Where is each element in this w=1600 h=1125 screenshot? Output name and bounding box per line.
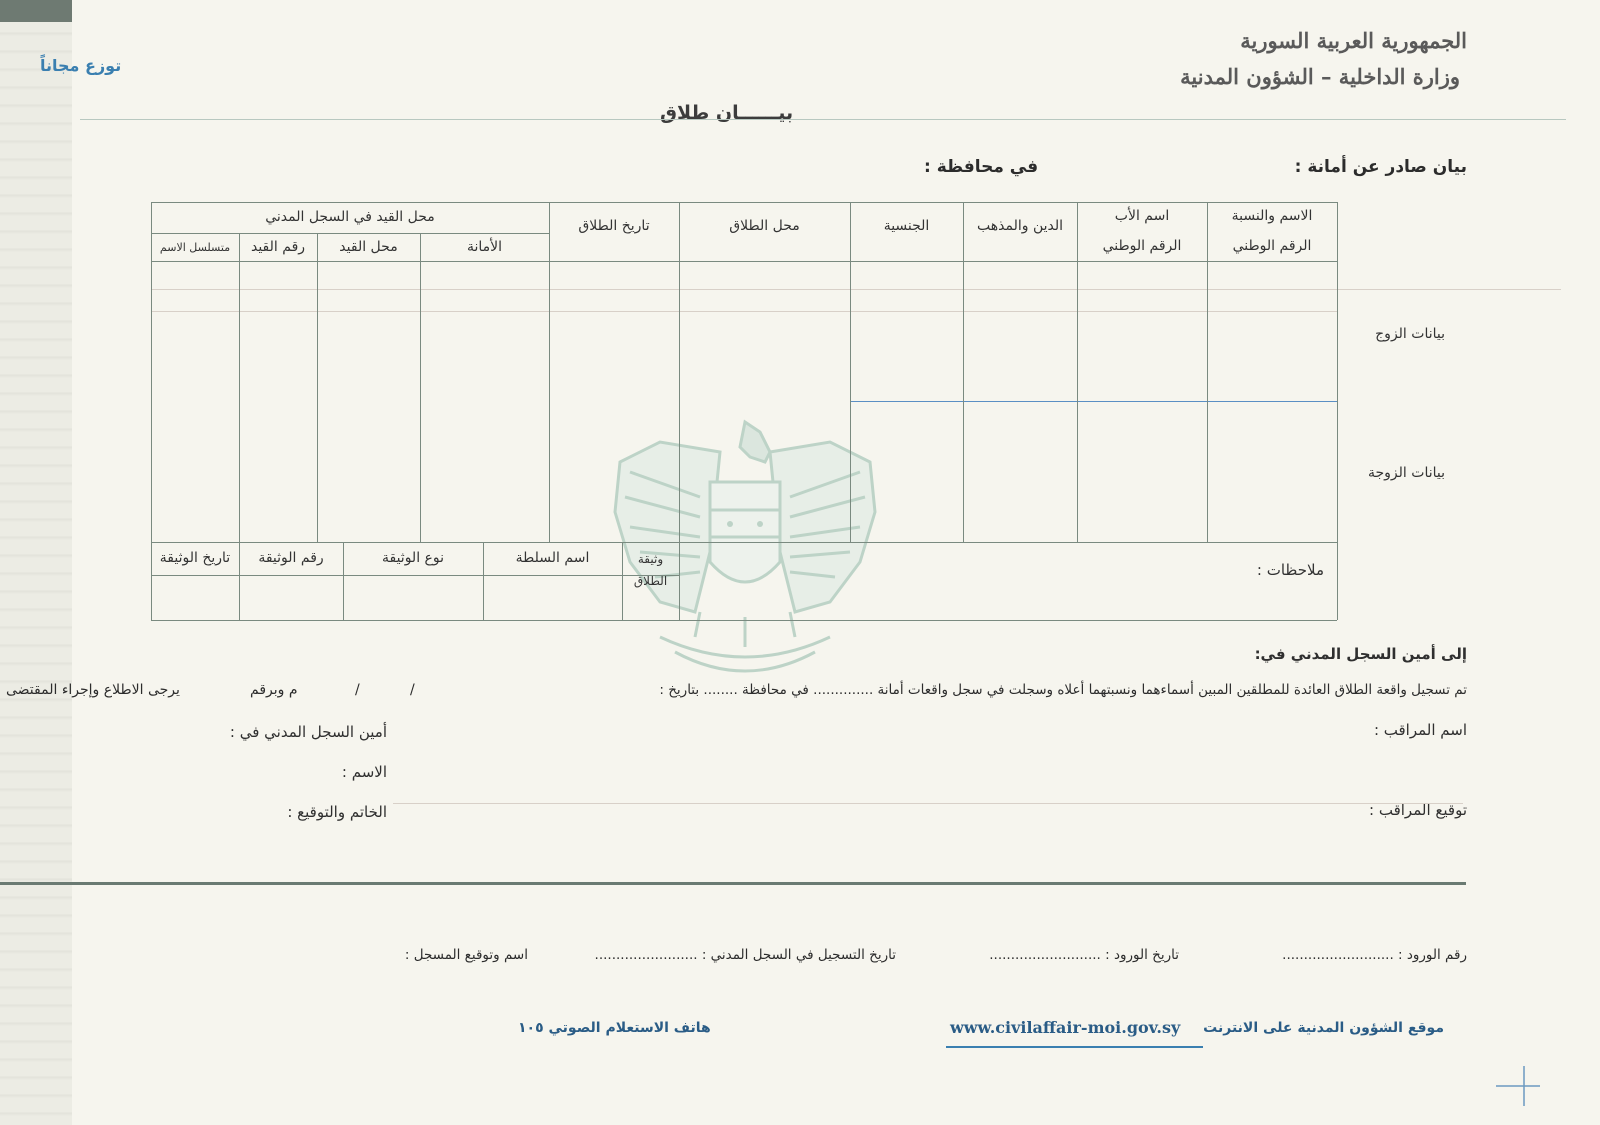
- faint-rule: [393, 803, 1463, 804]
- col-father-national-id: الرقم الوطني: [1102, 238, 1182, 254]
- col-name: الاسم والنسبة: [1231, 208, 1313, 224]
- to-registrar: إلى أمين السجل المدني في:: [1254, 645, 1467, 663]
- col-name-national-id: الرقم الوطني: [1232, 238, 1312, 254]
- registration-text: تم تسجيل واقعة الطلاق العائدة للمطلقين المبين أسماءهما ونسبتهما أعلاه وسجلت في سجل واقعات أمانة .............. في محافظة ........ بتاريخ :: [659, 682, 1467, 698]
- free-distribution-note: توزع مجاناً: [40, 56, 122, 75]
- section-divider: [0, 882, 1466, 885]
- seal-signature-label: الخاتم والتوقيع :: [287, 803, 387, 821]
- supervisor-name-label: اسم المراقب :: [1373, 721, 1467, 739]
- col-divorce-place: محل الطلاق: [729, 218, 800, 234]
- husband-row-label: بيانات الزوج: [1375, 326, 1445, 342]
- ministry-title: وزارة الداخلية – الشؤون المدنية: [1180, 64, 1460, 89]
- doc-col-type: نوع الوثيقة: [381, 550, 445, 566]
- date-slash-1: /: [410, 682, 415, 698]
- col-nationality: الجنسية: [883, 218, 930, 234]
- doc-col-number: رقم الوثيقة: [258, 550, 324, 566]
- col-civil-registry: محل القيد في السجل المدني: [265, 209, 435, 225]
- website-underline: [946, 1046, 1203, 1048]
- watermark-strip: [0, 0, 72, 1125]
- registrar-in-label: أمين السجل المدني في :: [229, 723, 387, 741]
- phone-inquiry: هاتف الاستعلام الصوتي ١٠٥: [518, 1020, 711, 1036]
- number-text: م وبرقم: [250, 682, 298, 698]
- title-rule: [80, 119, 1566, 120]
- notes-label: ملاحظات :: [1256, 561, 1324, 579]
- col-name-serial: متسلسل الاسم: [159, 240, 231, 254]
- wife-row-label: بيانات الزوجة: [1368, 465, 1445, 481]
- website-url[interactable]: www.civilaffair-moi.gov.sy: [950, 1018, 1181, 1037]
- corner-tab: [0, 0, 72, 22]
- date-slash-2: /: [355, 682, 360, 698]
- website-label: موقع الشؤون المدنية على الانترنت: [1203, 1020, 1444, 1036]
- registration-date: تاريخ التسجيل في السجل المدني : ........................: [594, 947, 896, 963]
- name-label: الاسم :: [341, 763, 387, 781]
- divorce-document-label: وثيقة الطلاق: [633, 552, 668, 588]
- issued-from-label: بيان صادر عن أمانة :: [1294, 157, 1467, 177]
- governorate-label: في محافظة :: [924, 157, 1039, 177]
- form-title: بيــــــان طلاق: [660, 102, 794, 124]
- supervisor-signature-label: توقيع المراقب :: [1369, 801, 1467, 819]
- doc-col-date: تاريخ الوثيقة: [159, 550, 231, 566]
- arrival-date: تاريخ الورود : ..........................: [989, 947, 1179, 963]
- arrival-number: رقم الورود : ..........................: [1282, 947, 1467, 963]
- col-registry-place: محل القيد: [339, 239, 398, 255]
- col-father: اسم الأب: [1114, 208, 1170, 224]
- col-registry-number: رقم القيد: [250, 239, 306, 255]
- col-divorce-date: تاريخ الطلاق: [578, 218, 650, 234]
- col-registry-trust: الأمانة: [466, 239, 503, 255]
- col-religion: الدين والمذهب: [977, 218, 1063, 234]
- country-title: الجمهورية العربية السورية: [1240, 28, 1467, 53]
- registrar-signature: اسم وتوقيع المسجل :: [404, 947, 528, 963]
- request-text: يرجى الاطلاع وإجراء المقتضى: [6, 682, 180, 698]
- crop-mark-icon: [1494, 1064, 1544, 1108]
- doc-col-authority: اسم السلطة: [515, 550, 590, 566]
